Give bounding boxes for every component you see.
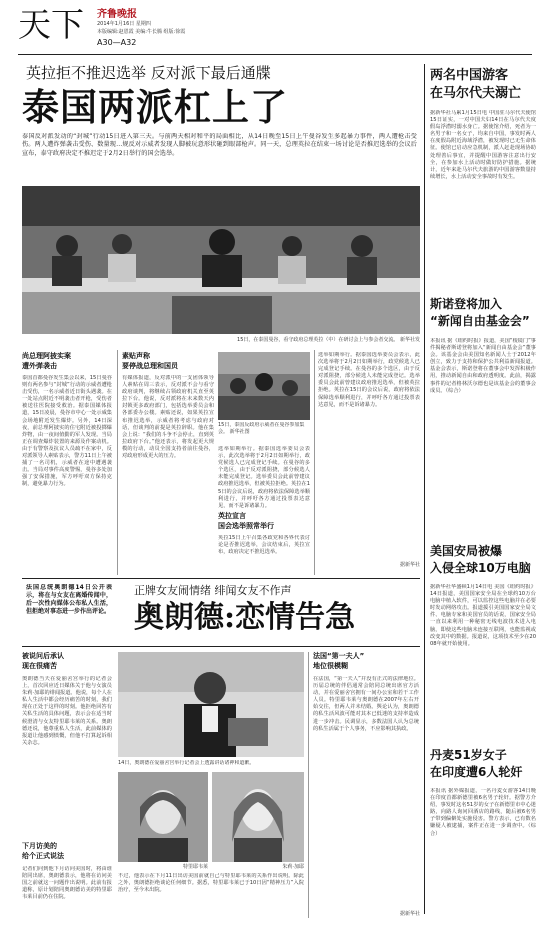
hollande-text3: 在法国，“第一夫人”并没有正式的法律地位。历届总统的伴侣通常会陪同总统出席官方活动，并在爱丽舍宫拥有一间办公室和若干工作人员。特里耶韦莱与奥朗德在2007年左右开始交往，但两人并未结婚。舆论认为，奥朗德的私生活风波可能对其本已低迷的支持率造成进一步冲击。民调显示，多数法国人认为总统的私生活属于个人事务，不应影响其执政。 bbox=[313, 676, 419, 732]
sidebar-story2-text: 本报讯 据《纽约时报》报道，美国“棱镜门”事件揭秘者斯诺登将加入“新闻自由基金会”董事会。该基金会由美国知名新闻人士于2012年创立，致力于支持和保护公共利益新闻报道。基金会表示，斯诺登将在董事会中发挥积极作用，推动新闻自由和政府透明度。此前，揭露事件的记者格林沃尔德也是该基金会的董事会成员。（综合） bbox=[430, 338, 536, 394]
sidebar-story1-title: 两名中国游客 bbox=[430, 68, 509, 83]
sidebar-story4-title: 丹麦51岁女子 bbox=[430, 748, 507, 762]
trierweiler-photo bbox=[118, 772, 208, 862]
hollande-col-divider bbox=[308, 652, 309, 918]
sidebar-story2-title: 斯诺登将加入 bbox=[430, 297, 503, 311]
hollande-col2-text: 不过，他表示在下月11日出访美国前就自己与特里耶韦莱的关系作出说明。除此之外，奥朗德拒绝谈论任何细节。据悉，特里耶韦莱已于10日因“精神压力”入院治疗，至今未出院。 bbox=[118, 873, 304, 894]
sidebar-story2-title2: “新闻自由基金会” bbox=[430, 314, 530, 328]
lead-col2-subhead2: 要停战总理和国员 bbox=[122, 362, 178, 370]
lead-headline: 泰国两派杠上了 bbox=[22, 85, 288, 129]
lead-photo-caption: 15日，在泰国曼谷，看守政府总理英拉（中）在研讨会上与参会者交流。 新华社发 bbox=[237, 337, 420, 343]
hollande-kicker: 正牌女友闹情绪 绯闻女友不作声 bbox=[134, 584, 292, 597]
hollande-text2: 记者们问到他下月访问美国时，将由谁陪同出席，奥朗德表示，他将在访问美国之前就这一问题作出说明。此前有报道称，原计划陪同奥朗德访美的特里耶韦莱目前仍在住院。 bbox=[22, 866, 112, 901]
sidebar-story4-title2: 在印度遭6人轮奸 bbox=[430, 765, 523, 779]
section-title: 天下 bbox=[18, 5, 84, 44]
hollande-sub2: 下月访美的 bbox=[22, 842, 57, 850]
hollande-sub1: 被说问后承认 bbox=[22, 652, 64, 660]
lead-col3-subhead2: 国会选举照常举行 bbox=[218, 522, 274, 530]
lead-col3-text-b: 英拉15日上午召集各政党和各界代表讨论是否推迟选举，会议结束后，英拉宣布，政府决定不推迟选举。 bbox=[218, 535, 310, 556]
lead-col3-subhead: 英拉宣言 bbox=[218, 512, 246, 520]
lead-col1-subhead2: 遭外弹袭击 bbox=[22, 362, 57, 370]
sidebar-story1-text: 据新华社马累1月15日电 中国驻马尔代夫使馆15日证实，一对中国夫妇14日在马尔代夫度假岛浮潜时溺水身亡。据使馆介绍，死者为一名男子和一名女子，均来自中国，事发时两人在度假岛附近海域浮潜，被发现时已无生命体征。使馆已启动应急机制，派人赶赴现场协助处理善后事宜，并提醒中国游客注意出行安全，在参加水上活动时做好防护措施。据统计，近年来赴马尔代夫旅游的中国游客数量持续增长，水上活动安全事故时有发生。 bbox=[430, 110, 536, 180]
lead-col3-text-a: 选举如期举行。据泰国选举委员会表示，此次选举将于2月2日如期举行，政党候选人已完成登记手续。在曼谷的多个选区，由于反对派阻挠，部分候选人未能完成登记。选举委员会此前曾建议政府推迟选举，但被英拉拒绝。英拉在15日的会议后说，政府将依法保障选举顺利进行，并呼吁各方通过投票表达意见，而不是诉诸暴力。 bbox=[218, 446, 310, 508]
lead-col-divider-2 bbox=[314, 350, 315, 575]
lead-byline: 据新华社 bbox=[399, 562, 420, 568]
gayet-caption: 朱莉·加耶 bbox=[282, 864, 304, 870]
lead-col1-subhead: 尚总理阿披实案 bbox=[22, 352, 71, 360]
section-divider bbox=[22, 578, 420, 579]
date-line: 2014年1月16日 星期四 bbox=[97, 21, 151, 27]
hollande-photo bbox=[118, 652, 304, 757]
lead-col2-subhead: 素贴声称 bbox=[122, 352, 150, 360]
lead-photo bbox=[22, 186, 420, 334]
sidebar-story3-title: 美国安局被爆 bbox=[430, 544, 503, 558]
sidebar-story4-text: 本报讯 据外媒报道，一名丹麦女游客14日晚在印度首都新德里被6名男子轮奸。据警方介绍，事发时这名51岁的女子在新德里市中心迷路，向路人询问回酒店的路线，随后被6名男子带到偏僻处实施侵害。警方表示，已有数名嫌疑人被逮捕，案件正在进一步调查中。（综合） bbox=[430, 788, 536, 837]
gayet-photo bbox=[212, 772, 304, 862]
editors-line: 本版编辑:赵恩霞 美编:牛长腾 组版:徐霞 bbox=[97, 29, 186, 35]
lead-kicker: 英拉拒不推迟选举 反对派下最后通牒 bbox=[26, 64, 271, 82]
hollande-sub1b: 现在很痛苦 bbox=[22, 662, 57, 670]
lead-col2-text: 有媒体报道，反对派中的一支团体领导人素贴在周三表示，反对派不会与看守政府谈判，将继续占领政府机关直至英拉下台。他说，反对派将在未来数天内封锁更多政府部门，包括选举委员会和各部委办公楼。素贴还说，如果英拉宣布推迟选举，示威者将考虑与政府对话，但谈判的前提是英拉辞职。他在集会上说：“我们的斗争不会停止，直到英拉政府下台。”他还表示，将发起更大规模的行动，动员全国支持者前往曼谷，对政府形成更大的压力。 bbox=[122, 375, 214, 460]
lead-col1-text: 泰国首都曼谷发生集会以来，15日曼谷则有两名参与“封城”行动的示威者遭枪击受伤，一名示威者近日街头遇袭。在一处站点附近不明袭击者开枪，受伤者被送往医院接受救治。据泰国媒体报道，15日凌晨，曼谷市中心一处示威集会场地附近发生爆炸。另外，14日深夜，前总理阿披实的住宅附近被投掷爆炸物，由一夜间值勤的军人发现。当局正在调查爆炸装置的来源及作案动机。由于有警察及抗议人员疏不在家中，反对派领导人素贴表示，警方11日上午被捕了一名司机，示威者在途中遭遇袭击。当局对事件高度警惕，曼谷多处加强了安保措施，军方呼吁双方保持克制，避免暴力行为。 bbox=[22, 375, 112, 488]
hollande-rule bbox=[22, 646, 420, 647]
masthead-logo: 齐鲁晚报 bbox=[97, 9, 137, 20]
lead-col-divider bbox=[117, 350, 118, 575]
hollande-sub3: 法国“第一夫人” bbox=[313, 652, 365, 660]
protest-photo-caption: 15日，泰国反政府示威者在曼谷参加集会。 新华社图 bbox=[218, 422, 305, 435]
hollande-photo-caption: 14日，奥朗德在爱丽舍宫举行记者会上透露讲话诸神和道歉。 bbox=[118, 760, 255, 766]
page-range: A30—A32 bbox=[97, 38, 137, 47]
hollande-text1: 奥朗德当天在爱丽舍宫举行的记者会上，首次回应近日媒体关于他与女演员朱莉·加耶的绯闻报道。他说，每个人在私人生活中都会经历痛苦的时刻，我们现在正处于这样的时刻。他拒绝回答有关私生活的具体问题，表示会在适当时候澄清与女友特里耶韦莱的关系。奥朗德还说，他尊重私人生活，此前媒体的报道让他感到愤慨，但他不打算起诉相关杂志。 bbox=[22, 676, 112, 746]
protest-photo bbox=[218, 352, 310, 420]
hollande-byline: 据新华社 bbox=[399, 911, 420, 917]
hollande-sub3b: 地位很模糊 bbox=[313, 662, 348, 670]
lead-col4-text: 选举如期举行。据泰国选举委员会表示，此次选举将于2月2日如期举行，政党候选人已完成登记手续。在曼谷的多个选区，由于反对派阻挠，部分候选人未能完成登记。选举委员会此前曾建议政府推迟选举，但被英拉拒绝。英拉在15日的会议后说，政府将依法保障选举顺利进行，并呼吁各方通过投票表达意见，而不是诉诸暴力。 bbox=[318, 352, 420, 408]
sidebar-story3-title2: 入侵全球10万电脑 bbox=[430, 561, 531, 575]
hollande-intro: 法国总统奥朗德14日公开表示，将在与女友在离婚传闻中，后一次性向媒体公布私人生活，但拒绝对事态进一步作出评论。 bbox=[26, 584, 112, 615]
sidebar-story3-text: 据新华社华盛顿1月14日电 美国《纽约时报》14日报道，美国国家安全局在全球约10万台电脑中植入软件，可以监控这些电脑并在必要时发动网络攻击。报道援引美国国家安全局文件、电脑专家和美国官员的话说，国家安全局一直以来利用一种秘密无线电波技术进入电脑，即使这些电脑未连接互联网，也能监视或改变其中的数据。报道说，这项技术至少在2008年就开始使用。 bbox=[430, 584, 536, 647]
trierweiler-caption: 特里耶韦莱 bbox=[182, 864, 208, 870]
hollande-headline: 奥朗德:恋情告急 bbox=[134, 600, 356, 635]
hollande-sub2b: 给个正式说法 bbox=[22, 852, 64, 860]
lead-intro: 泰国反对派发动的“封城”行动15日进入第三天。与前两天相对和平的局面相比，从14日晚至15日上午曼谷发生多起暴力事件，两人遭枪击受伤。两人遭炸弹袭击受伤、数量现…规反对示威者发现人脚被玩意形状砸到眼部枪声。同一天，总理英拉在结束一场讨论是否推迟选举的会议后宣布，泰守政府决定不推迟定于2月2日举行的国会选举。 bbox=[22, 133, 417, 157]
sidebar-story1-title2: 在马尔代夫溺亡 bbox=[430, 86, 522, 101]
sidebar-rule bbox=[424, 64, 425, 914]
masthead-rule bbox=[18, 54, 532, 55]
